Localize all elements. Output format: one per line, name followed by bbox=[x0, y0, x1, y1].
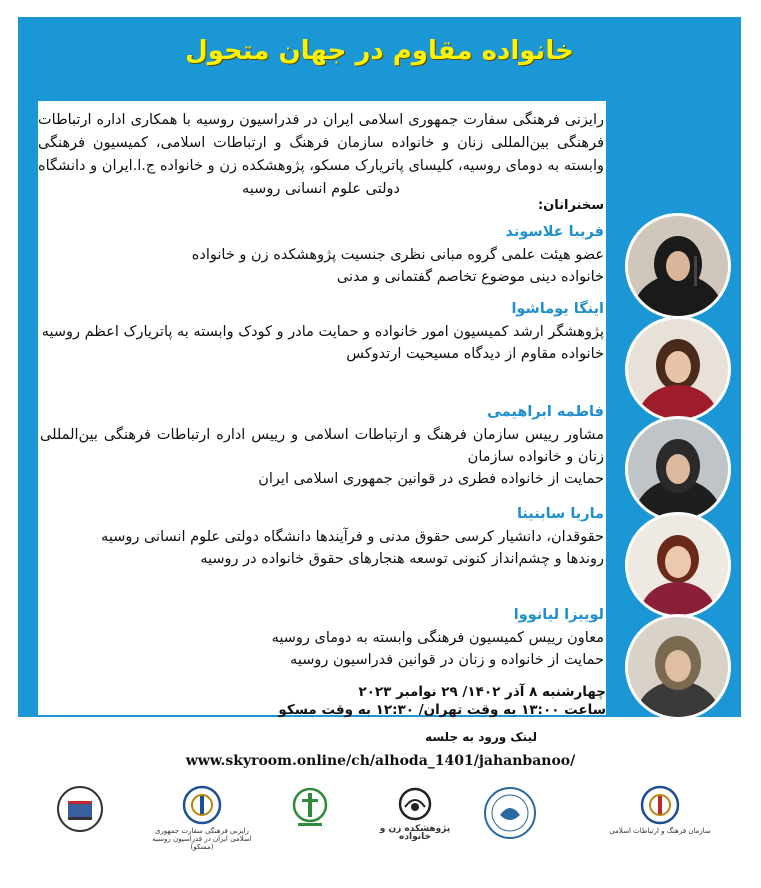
institute-emblem-icon bbox=[396, 785, 434, 823]
icro-logo bbox=[600, 785, 720, 855]
speaker-topic: روندها و چشم‌انداز کنونی توسعه هنجارهای حقوق خانواده در روسیه bbox=[200, 551, 604, 567]
speaker-desc: عضو هیئت علمی گروه مبانی نظری جنسیت پژوهشکده زن و خانواده bbox=[191, 247, 604, 263]
speaker-5-photo bbox=[625, 614, 731, 720]
intro-paragraph: رایزنی فرهنگی سفارت جمهوری اسلامی ایران در فدراسیون روسیه با همکاری اداره ارتباطات فرهنگی بین‌المللی زنان و خانواده سازمان فرهنگ و ارتباطات اسلامی، کمیسیون فرهنگی وابسته به دومای روسیه، کلیسای پاتریارک مسکو، پژوهشکده زن و خانواده ج.ا.ایران و دانشگاه دولتی علوم انسانی روسیه bbox=[38, 112, 604, 197]
speaker-name: لوییزا لیانووا bbox=[513, 607, 604, 623]
speaker-name: فریبا علاسوند bbox=[505, 224, 604, 240]
institute-logo-caption: پژوهشکده زن و خانواده bbox=[379, 824, 451, 842]
speaker-3 bbox=[40, 400, 604, 490]
speaker-4-photo bbox=[625, 512, 731, 618]
speaker-2-photo bbox=[625, 316, 731, 422]
speaker-1-photo bbox=[625, 213, 731, 319]
speaker-4 bbox=[40, 502, 604, 570]
speaker-1 bbox=[40, 220, 604, 288]
institute-logo bbox=[365, 785, 465, 855]
speakers-heading: سخنرانان: bbox=[537, 198, 604, 213]
speaker-desc: معاون رییس کمیسیون فرهنگی وابسته به دومای روسیه bbox=[271, 630, 604, 646]
embassy-logo-caption: رایزنی فرهنگی سفارت جمهوری اسلامی ایران در فدراسیون روسیه (مسکو) bbox=[152, 827, 252, 851]
event-time: ساعت ۱۳:۰۰ به وقت تهران/ ۱۲:۳۰ به وقت مسکو bbox=[278, 702, 606, 718]
link-label: لینک ورود به جلسه bbox=[425, 730, 537, 744]
speaker-topic: خانواده مقاوم از دیدگاه مسیحیت ارتدوکس bbox=[346, 346, 604, 362]
university-logo bbox=[40, 785, 120, 855]
duma-commission-logo bbox=[475, 785, 545, 855]
university-emblem-icon bbox=[56, 785, 104, 833]
event-date: چهارشنبه ۸ آذر ۱۴۰۲/ ۲۹ نوامبر ۲۰۲۳ bbox=[358, 684, 606, 700]
embassy-emblem-icon bbox=[182, 785, 222, 825]
duma-commission-emblem-icon bbox=[482, 785, 538, 841]
speaker-topic: حمایت از خانواده و زنان در قوانین فدراسیون روسیه bbox=[290, 652, 604, 668]
speaker-name: اینگا یوماشوا bbox=[511, 301, 604, 317]
speaker-desc: حقوقدان، دانشیار کرسی حقوق مدنی و فرآیندها دانشگاه دولتی علوم انسانی روسیه bbox=[101, 529, 604, 545]
icro-logo-caption: سازمان فرهنگ و ارتباطات اسلامی bbox=[609, 827, 711, 835]
church-logo bbox=[265, 785, 355, 855]
speaker-desc: مشاور رییس سازمان فرهنگ و ارتباطات اسلامی و رییس اداره ارتباطات فرهنگی بین‌المللی زنان و خانواده سازمان bbox=[40, 427, 604, 465]
logos-row bbox=[40, 785, 720, 855]
page-title: خانواده مقاوم در جهان متحول bbox=[185, 36, 574, 66]
speaker-5 bbox=[40, 603, 604, 671]
speaker-name: ماریا سابنینا bbox=[516, 506, 604, 522]
speaker-name: فاطمه ابراهیمی bbox=[487, 404, 604, 420]
speaker-desc: پژوهشگر ارشد کمیسیون امور خانواده و حمایت مادر و کودک وابسته به پاتریارک اعظم روسیه bbox=[41, 324, 604, 340]
speaker-3-photo bbox=[625, 416, 731, 522]
speaker-2 bbox=[40, 297, 604, 365]
session-link[interactable]: www.skyroom.online/ch/alhoda_1401/jahanbanoo/ bbox=[185, 753, 576, 769]
speaker-topic: خانواده دینی موضوع تخاصم گفتمانی و مدنی bbox=[336, 269, 604, 285]
speaker-topic: حمایت از خانواده فطری در قوانین جمهوری اسلامی ایران bbox=[258, 471, 604, 487]
embassy-logo bbox=[152, 785, 252, 855]
icro-emblem-icon bbox=[640, 785, 680, 825]
church-emblem-icon bbox=[290, 785, 330, 829]
